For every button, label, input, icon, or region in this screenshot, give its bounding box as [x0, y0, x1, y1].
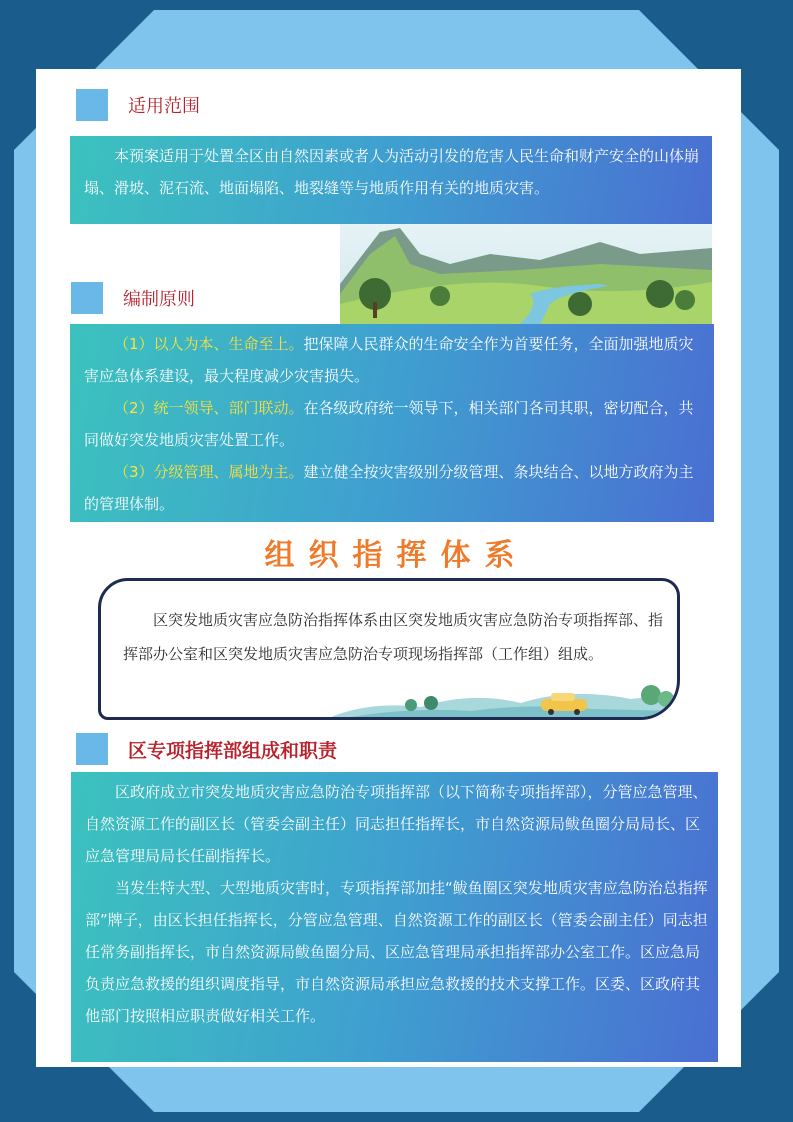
heading-square-icon: [71, 282, 103, 314]
heading-label: 适用范围: [128, 96, 200, 117]
heading-label: 区专项指挥部组成和职责: [128, 739, 338, 762]
heading-label: 编制原则: [123, 289, 195, 310]
principles-panel: [70, 324, 714, 522]
principle-item: [84, 328, 704, 392]
principle-text: 在各级政府统一领导下，相关部门各司其职，密切配合，共同做好突发地质灾害处置工作。: [84, 399, 694, 449]
command-system-callout: [98, 578, 680, 720]
principle-item: [84, 392, 704, 456]
principle-item: [84, 456, 704, 520]
principle-highlight: （1）以人为本、生命至上。: [114, 335, 304, 353]
car-landscape-illustration: [331, 677, 680, 717]
landscape-illustration: [340, 224, 712, 324]
scope-text: 本预案适用于处置全区由自然因素或者人为活动引发的危害人民生命和财产安全的山体崩塌、滑坡、泥石流、地面塌陷、地裂缝等与地质作用有关的地质灾害。: [84, 147, 700, 197]
section-heading-command-duties: [76, 733, 337, 765]
principle-highlight: （3）分级管理、属地为主。: [114, 463, 304, 481]
scope-panel: [70, 136, 712, 224]
principle-text: 把保障人民群众的生命安全作为首要任务，全面加强地质灾害应急体系建设，最大程度减少灾害损失。: [84, 335, 694, 385]
duties-paragraph: 当发生特大型、大型地质灾害时，专项指挥部加挂“鲅鱼圈区突发地质灾害应急防治总指挥部”牌子，由区长担任指挥长，分管应急管理、自然资源工作的副区长（管委会副主任）同志担任常务副指挥长，市自然资源局鲅鱼圈分局、区应急管理局承担指挥部办公室工作。区应急局负责应急救援的组织调度指导，市自然资源局承担应急救援的技术支撑工作。区委、区政府其他部门按照相应职责做好相关工作。: [85, 879, 708, 1025]
section-heading-principles: [71, 282, 195, 314]
heading-square-icon: [76, 89, 108, 121]
duties-paragraph: 区政府成立市突发地质灾害应急防治专项指挥部（以下简称专项指挥部），分管应急管理、自然资源工作的副区长（管委会副主任）同志担任指挥长，市自然资源局鲅鱼圈分局局长、区应急管理局局长任副指挥长。: [85, 783, 708, 865]
principle-text: 建立健全按灾害级别分级管理、条块结合、以地方政府为主的管理体制。: [84, 463, 694, 513]
command-duties-panel: [71, 772, 718, 1062]
principle-highlight: （2）统一领导、部门联动。: [114, 399, 304, 417]
command-system-text: 区突发地质灾害应急防治指挥体系由区突发地质灾害应急防治专项指挥部、指挥部办公室和区突发地质灾害应急防治专项现场指挥部（工作组）组成。: [123, 611, 664, 663]
section-heading-scope: [76, 89, 200, 121]
heading-square-icon: [76, 733, 108, 765]
command-system-title: 组织指挥体系: [264, 538, 529, 573]
